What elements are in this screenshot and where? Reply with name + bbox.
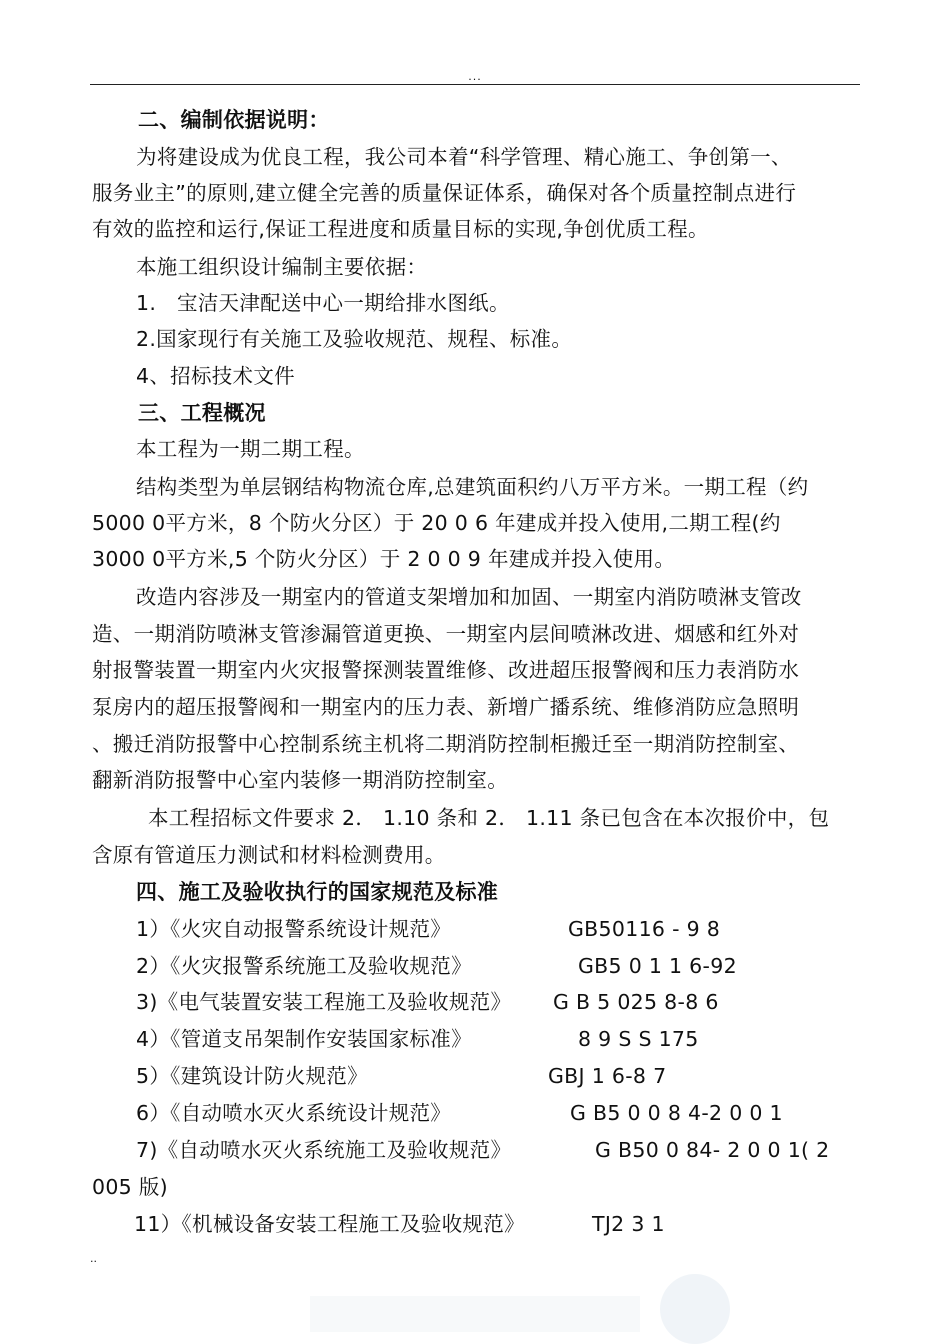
standard-name: 5）《建筑设计防火规范》 xyxy=(136,1064,368,1088)
section-heading-2: 二、编制依据说明： xyxy=(138,108,330,132)
standard-continuation: 005 版) xyxy=(92,1175,168,1199)
standard-name: 2）《火灾报警系统施工及验收规范》 xyxy=(136,954,472,978)
standard-code: GB50116 - 9 8 xyxy=(568,917,721,941)
paragraph-line: 5000 0平方米，8 个防火分区）于 20 0 6 年建成并投入使用,二期工程(约 xyxy=(92,511,781,535)
paragraph-line: 服务业主”的原则,建立健全完善的质量保证体系，确保对各个质量控制点进行 xyxy=(92,181,797,205)
standard-name: 4）《管道支吊架制作安装国家标准》 xyxy=(136,1027,472,1051)
paragraph-line: 有效的监控和运行,保证工程进度和质量目标的实现,争创优质工程。 xyxy=(92,217,709,241)
standard-code: TJ2 3 1 xyxy=(592,1212,665,1236)
standard-code: GBJ 1 6-8 7 xyxy=(548,1064,667,1088)
standard-code: G B 5 025 8-8 6 xyxy=(553,990,719,1014)
paragraph-line: 本工程招标文件要求 2． 1.10 条和 2． 1.11 条已包含在本次报价中，包 xyxy=(148,806,830,830)
paragraph-line: 改造内容涉及一期室内的管道支架增加和加固、一期室内消防喷淋支管改 xyxy=(136,585,802,609)
watermark-logo-icon xyxy=(660,1274,730,1344)
list-item: 4、招标技术文件 xyxy=(136,364,295,388)
header-dots: ... xyxy=(468,70,482,83)
header-rule xyxy=(90,84,860,85)
standard-code: 8 9 S S 175 xyxy=(578,1027,699,1051)
paragraph-line: 、搬迁消防报警中心控制系统主机将二期消防控制柜搬迁至一期消防控制室、 xyxy=(92,732,800,756)
paragraph-line: 3000 0平方米,5 个防火分区）于 2 0 0 9 年建成并投入使用。 xyxy=(92,547,676,571)
paragraph-line: 本施工组织设计编制主要依据： xyxy=(136,255,428,279)
paragraph-line: 泵房内的超压报警阀和一期室内的压力表、新增广播系统、维修消防应急照明 xyxy=(92,695,800,719)
standard-name: 3)《电气装置安装工程施工及验收规范》 xyxy=(136,990,512,1014)
paragraph-line: 造、一期消防喷淋支管渗漏管道更换、一期室内层间喷淋改进、烟感和红外对 xyxy=(92,622,800,646)
section-heading-3: 三、工程概况 xyxy=(138,401,266,425)
paragraph-line: 含原有管道压力测试和材料检测费用。 xyxy=(92,843,446,867)
paragraph-line: 本工程为一期二期工程。 xyxy=(136,437,365,461)
standard-code: G B50 0 84- 2 0 0 1( 2 xyxy=(595,1138,830,1162)
standard-name: 6）《自动喷水灭火系统设计规范》 xyxy=(136,1101,452,1125)
paragraph-line: 结构类型为单层钢结构物流仓库,总建筑面积约八万平方米。一期工程（约 xyxy=(136,475,809,499)
paragraph-line: 射报警装置一期室内火灾报警探测装置维修、改进超压报警阀和压力表消防水 xyxy=(92,658,800,682)
standard-code: GB5 0 1 1 6-92 xyxy=(578,954,737,978)
standard-code: G B5 0 0 8 4-2 0 0 1 xyxy=(570,1101,783,1125)
paragraph-line: 翻新消防报警中心室内装修一期消防控制室。 xyxy=(92,768,508,792)
standard-name: 7)《自动喷水灭火系统施工及验收规范》 xyxy=(136,1138,512,1162)
standard-name: 11）《机械设备安装工程施工及验收规范》 xyxy=(134,1212,525,1236)
watermark-band xyxy=(310,1296,640,1332)
footer-dots: .. xyxy=(90,1252,97,1265)
list-item: 2.国家现行有关施工及验收规范、规程、标准。 xyxy=(136,327,573,351)
paragraph-line: 为将建设成为优良工程，我公司本着“科学管理、精心施工、争创第一、 xyxy=(136,145,792,169)
section-heading-4: 四、施工及验收执行的国家规范及标准 xyxy=(136,880,499,904)
list-item: 1. 宝洁天津配送中心一期给排水图纸。 xyxy=(136,291,510,315)
standard-name: 1）《火灾自动报警系统设计规范》 xyxy=(136,917,452,941)
